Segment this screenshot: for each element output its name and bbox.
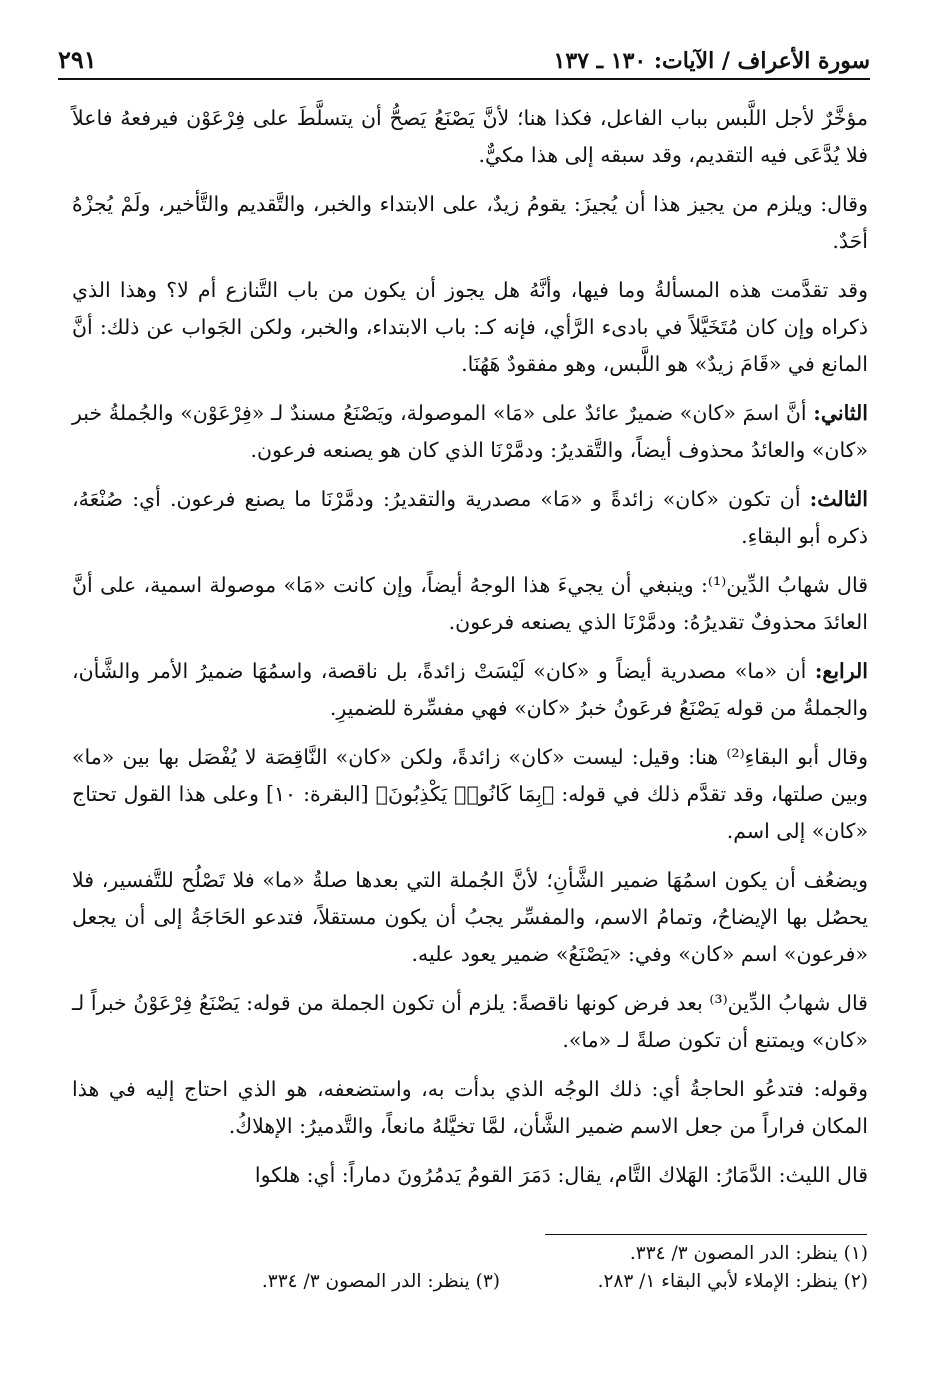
surah-title: سورة الأعراف / الآيات: ١٣٠ ـ ١٣٧ (553, 48, 870, 74)
paragraph-third-view: الثالث: أن تكون «كان» زائدةً و «مَا» مصدرية والتقديرُ: ودمَّرْنَا ما يصنع فرعون. أي: صُنْعَهُ، ذكره أبو البقاءِ. (72, 487, 868, 548)
section-lead: الرابع: (814, 659, 868, 683)
paragraph-second-view: الثاني: أنَّ اسمَ «كان» ضميرٌ عائدٌ على «مَا» الموصولة، ويَصْنَعُ مسندٌ لـ «فِرْعَوْن» والجُملةُ خبر «كان» والعائدُ محذوف أيضاً، والتَّقديرُ: ودمَّرْنَا الذي كان هو يصنعه فرعون. (72, 401, 868, 462)
footnote-3: (٣) ينظر: الدر المصون ٣/ ٣٣٤. (261, 1271, 500, 1292)
paragraph: قال الليث: الدَّمَارُ: الهَلاك التَّام، يقال: دَمَرَ القومُ يَدمُرُونَ دماراً: أي: هلكوا (254, 1163, 868, 1187)
footnote-2: (٢) ينظر: الإملاء لأبي البقاء ١/ ٢٨٣. (597, 1271, 868, 1292)
footnote-1: (١) ينظر: الدر المصون ٣/ ٣٣٤. (629, 1243, 868, 1264)
footnote-separator (545, 1234, 867, 1235)
footnote-row (72, 1268, 868, 1296)
main-text (72, 100, 868, 1206)
paragraph: قال شهابُ الدِّين⁽¹⁾: وينبغي أن يجيءَ هذا الوجهُ أيضاً، وإن كانت «مَا» موصولة اسمية، على أنَّ العائدَ محذوفٌ تقديرُهُ: ودمَّرْنَا الذي يصنعه فرعون. (72, 573, 868, 634)
paragraph: وقد تقدَّمت هذه المسألةُ وما فيها، وأنَّهُ هل يجوز أن يكون من باب التَّنازع أم لا؟ وهذا الذي ذكراه وإن كان مُتَخَيَّلاً في بادىء الرَّأي، فإنه كـ: باب الابتداء، والخبر، ولكن الجَواب عن ذلك: أنَّ المانع في «قَامَ زيدٌ» هو اللَّبس، وهو مفقودٌ هَهُنَا. (72, 278, 868, 376)
running-header (58, 38, 870, 80)
paragraph: وقال أبو البقاءِ⁽²⁾ هنا: وقيل: ليست «كان» زائدةً، ولكن «كان» النَّاقِصَة لا يُفْصَل بها بين «ما» وبين صلتها، وقد تقدَّم ذلك في قوله: ﴿بِمَا كَانُوا۟ يَكْذِبُونَ﴾ [البقرة: ١٠] وعلى هذا القول تحتاج «كان» إلى اسم. (72, 745, 868, 843)
section-lead: الثالث: (809, 487, 868, 511)
section-lead: الثاني: (813, 401, 868, 425)
paragraph: وقوله: فتدعُو الحاجةُ أي: ذلك الوجُه الذي بدأت به، واستضعفه، هو الذي احتاج إليه في هذا المكان فراراً من جعل الاسم ضمير الشَّأن، لمَّا تخيَّلهُ مانعاً، والتَّدميرُ: الإهلاكُ. (72, 1077, 868, 1138)
page-number: ٢٩١ (58, 45, 97, 74)
footnote-row (72, 1240, 868, 1268)
paragraph-fourth-view: الرابع: أن «ما» مصدرية أيضاً و «كان» لَيْسَتْ زائدةً، بل ناقصة، واسمُهَا ضميرُ الأمر والشَّأن، والجملةُ من قوله يَصْنَعُ فرعَونُ خبرُ «كان» فهي مفسِّرة للضميرِ. (72, 659, 868, 720)
paragraph: وقال: ويلزم من يجيز هذا أن يُجيزَ: يقومُ زيدٌ، على الابتداء والخبر، والتَّقديم والتَّأخير، ولَمْ يُجزْهُ أحَدٌ. (72, 192, 868, 253)
paragraph: مؤخَّرٌ لأجل اللَّبس بباب الفاعل، فكذا هنا؛ لأنَّ يَصْنَعُ يَصحُّ أن يتسلَّطَ على فِرْعَوْن فيرفعهُ فاعلاً فلا يُدَّعَى فيه التقديم، وقد سبقه إلى هذا مكيٌّ. (72, 106, 868, 167)
paragraph: قال شهابُ الدِّين⁽³⁾ بعد فرض كونها ناقصةً: يلزم أن تكون الجملة من قوله: يَصْنَعُ فِرْعَوْنُ خبراً لـ «كان» ويمتنع أن تكون صلةً لـ «ما». (72, 991, 868, 1052)
footnotes (72, 1240, 868, 1296)
paragraph: ويضعُف أن يكون اسمُهَا ضمير الشَّأنِ؛ لأنَّ الجُملة التي بعدها صلةُ «ما» فلا تَصْلُح للتَّفسير، فلا يحصُل بها الإيضاحُ، وتمامُ الاسم، والمفسِّر يجبُ أن يكون مستقلاً، فتدعو الحَاجَةُ إلى أن يجعل «فرعون» اسم «كان» وفي: «يَصْنَعُ» ضمير يعود عليه. (72, 868, 868, 966)
